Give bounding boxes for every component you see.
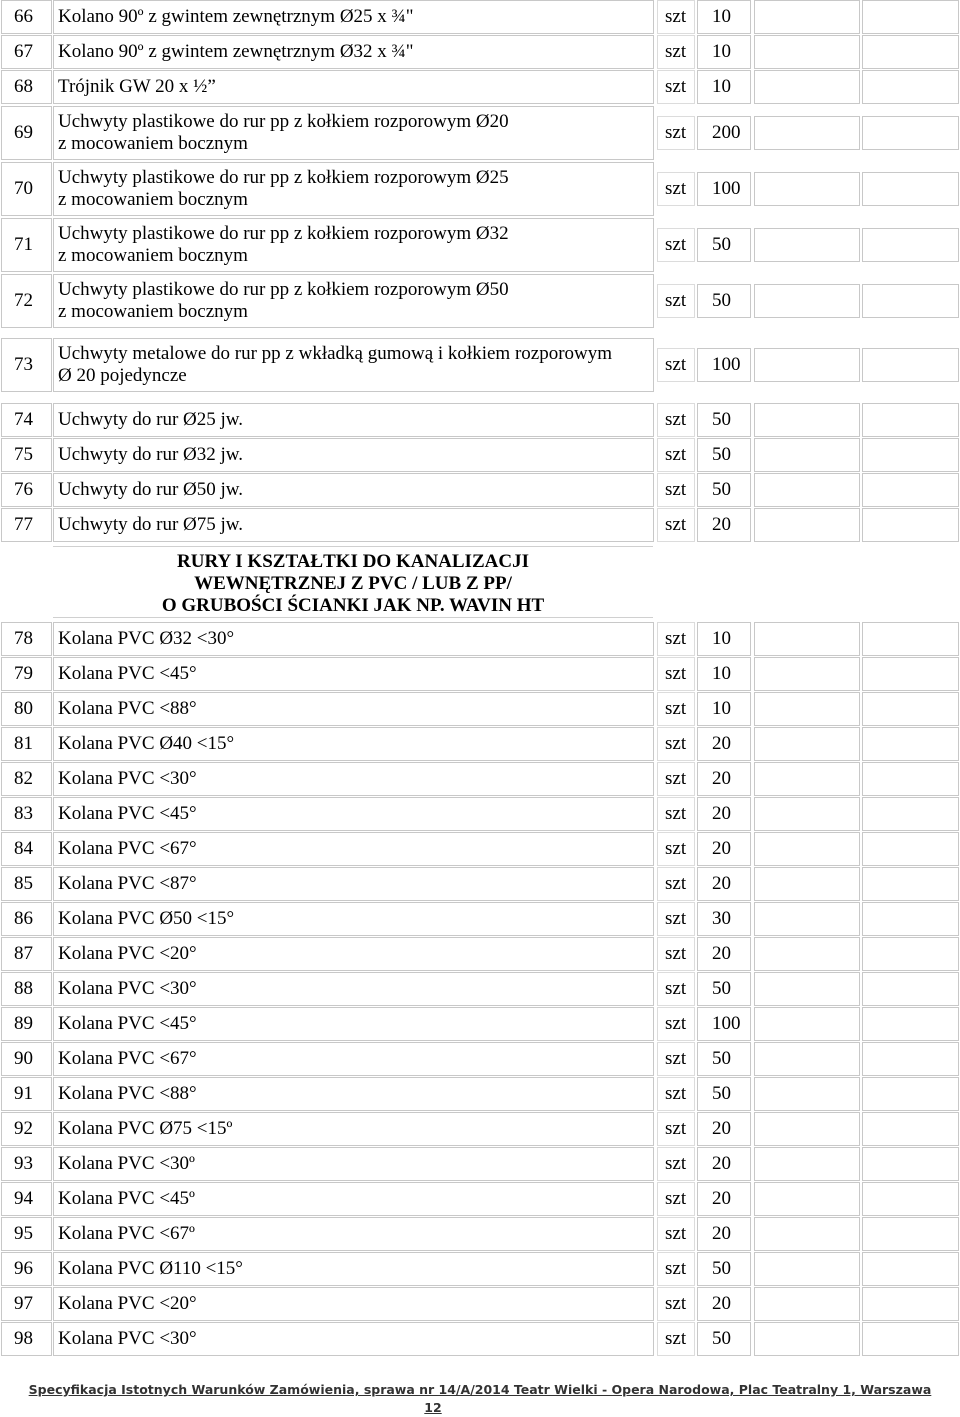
row-quantity: 20 [697, 1217, 751, 1251]
row-quantity: 200 [697, 116, 751, 150]
row-empty-cell [754, 727, 860, 761]
row-empty-cell [862, 1182, 959, 1216]
row-unit: szt [657, 1007, 695, 1041]
row-description: Kolana PVC <67º [53, 1217, 654, 1251]
row-unit: szt [657, 35, 695, 69]
row-empty-cell [862, 508, 959, 542]
row-number: 69 [1, 106, 52, 160]
row-description: Trójnik GW 20 x ½” [53, 70, 654, 104]
row-quantity: 50 [697, 438, 751, 472]
row-empty-cell [862, 172, 959, 206]
row-number: 98 [1, 1322, 52, 1356]
row-empty-cell [862, 116, 959, 150]
row-quantity: 20 [697, 1112, 751, 1146]
row-description: Uchwyty plastikowe do rur pp z kołkiem rozporowym Ø32 z mocowaniem bocznym [53, 218, 654, 272]
row-empty-cell [862, 1217, 959, 1251]
row-unit: szt [657, 284, 695, 318]
row-unit: szt [657, 1287, 695, 1321]
row-quantity: 10 [697, 70, 751, 104]
row-quantity: 100 [697, 348, 751, 382]
row-number: 77 [1, 508, 52, 542]
row-quantity: 50 [697, 228, 751, 262]
row-number: 81 [1, 727, 52, 761]
row-unit: szt [657, 116, 695, 150]
row-number: 92 [1, 1112, 52, 1146]
row-number: 93 [1, 1147, 52, 1181]
row-empty-cell [862, 832, 959, 866]
row-unit: szt [657, 172, 695, 206]
row-empty-cell [754, 116, 860, 150]
row-number: 96 [1, 1252, 52, 1286]
row-description: Kolana PVC <67° [53, 1042, 654, 1076]
row-unit: szt [657, 762, 695, 796]
page-number-text: 12 [424, 1400, 442, 1415]
row-number: 74 [1, 403, 52, 437]
row-number: 70 [1, 162, 52, 216]
page-number [0, 1400, 866, 1415]
row-empty-cell [862, 1287, 959, 1321]
row-empty-cell [754, 0, 860, 34]
row-unit: szt [657, 0, 695, 34]
row-unit: szt [657, 1147, 695, 1181]
row-unit: szt [657, 1042, 695, 1076]
row-description: Kolana PVC <45° [53, 1007, 654, 1041]
row-quantity: 50 [697, 1077, 751, 1111]
row-empty-cell [862, 937, 959, 971]
row-unit: szt [657, 832, 695, 866]
row-quantity: 50 [697, 1322, 751, 1356]
row-quantity: 100 [697, 1007, 751, 1041]
row-unit: szt [657, 403, 695, 437]
row-empty-cell [754, 508, 860, 542]
row-number: 73 [1, 338, 52, 392]
row-empty-cell [754, 35, 860, 69]
row-empty-cell [862, 348, 959, 382]
row-empty-cell [754, 1112, 860, 1146]
row-description: Kolana PVC Ø75 <15º [53, 1112, 654, 1146]
row-unit: szt [657, 348, 695, 382]
row-unit: szt [657, 937, 695, 971]
row-empty-cell [862, 1147, 959, 1181]
row-description: Uchwyty do rur Ø25 jw. [53, 403, 654, 437]
row-number: 87 [1, 937, 52, 971]
row-quantity: 50 [697, 972, 751, 1006]
row-unit: szt [657, 1322, 695, 1356]
row-empty-cell [754, 70, 860, 104]
row-unit: szt [657, 508, 695, 542]
row-empty-cell [754, 867, 860, 901]
row-empty-cell [754, 1077, 860, 1111]
row-unit: szt [657, 867, 695, 901]
row-unit: szt [657, 1182, 695, 1216]
row-quantity: 50 [697, 473, 751, 507]
row-description: Kolana PVC <30° [53, 972, 654, 1006]
row-quantity: 10 [697, 622, 751, 656]
row-description: Uchwyty do rur Ø75 jw. [53, 508, 654, 542]
row-empty-cell [754, 473, 860, 507]
row-empty-cell [754, 403, 860, 437]
row-quantity: 20 [697, 1182, 751, 1216]
row-quantity: 20 [697, 797, 751, 831]
row-number: 85 [1, 867, 52, 901]
row-quantity: 100 [697, 172, 751, 206]
row-empty-cell [754, 1147, 860, 1181]
row-quantity: 30 [697, 902, 751, 936]
row-empty-cell [862, 1252, 959, 1286]
row-quantity: 50 [697, 403, 751, 437]
row-empty-cell [862, 902, 959, 936]
row-quantity: 50 [697, 1252, 751, 1286]
row-number: 94 [1, 1182, 52, 1216]
row-unit: szt [657, 1252, 695, 1286]
row-description: Uchwyty plastikowe do rur pp z kołkiem rozporowym Ø25 z mocowaniem bocznym [53, 162, 654, 216]
row-description: Kolana PVC Ø32 <30° [53, 622, 654, 656]
row-description: Kolana PVC <88° [53, 692, 654, 726]
row-number: 82 [1, 762, 52, 796]
footer-text: Specyfikacja Istotnych Warunków Zamówienia, sprawa nr 14/A/2014 Teatr Wielki - Opera Narodowa, Plac Teatralny 1, Warszawa [28, 1382, 932, 1397]
row-description: Uchwyty plastikowe do rur pp z kołkiem rozporowym Ø20 z mocowaniem bocznym [53, 106, 654, 160]
row-description: Kolano 90º z gwintem zewnętrznym Ø32 x ¾" [53, 35, 654, 69]
row-description: Kolana PVC Ø40 <15° [53, 727, 654, 761]
row-number: 76 [1, 473, 52, 507]
row-unit: szt [657, 657, 695, 691]
section-title: RURY I KSZTAŁTKI DO KANALIZACJI WEWNĘTRZNEJ Z PVC / LUB Z PP/ O GRUBOŚCI ŚCIANKI JAK NP. WAVIN HT [161, 551, 545, 616]
row-empty-cell [862, 1007, 959, 1041]
row-empty-cell [754, 972, 860, 1006]
row-empty-cell [754, 348, 860, 382]
row-empty-cell [754, 937, 860, 971]
row-empty-cell [862, 0, 959, 34]
row-description: Kolana PVC <45º [53, 1182, 654, 1216]
row-empty-cell [754, 284, 860, 318]
row-empty-cell [754, 657, 860, 691]
row-description: Kolana PVC <87° [53, 867, 654, 901]
row-empty-cell [862, 657, 959, 691]
row-description: Kolana PVC <30º [53, 1147, 654, 1181]
row-description: Uchwyty do rur Ø50 jw. [53, 473, 654, 507]
row-unit: szt [657, 1217, 695, 1251]
row-empty-cell [754, 438, 860, 472]
row-unit: szt [657, 473, 695, 507]
row-description: Uchwyty metalowe do rur pp z wkładką gumową i kołkiem rozporowym Ø 20 pojedyncze [53, 338, 654, 392]
row-empty-cell [754, 1007, 860, 1041]
row-number: 89 [1, 1007, 52, 1041]
row-description: Uchwyty do rur Ø32 jw. [53, 438, 654, 472]
row-quantity: 10 [697, 35, 751, 69]
row-empty-cell [754, 228, 860, 262]
row-empty-cell [862, 35, 959, 69]
row-empty-cell [862, 797, 959, 831]
row-empty-cell [862, 762, 959, 796]
row-quantity: 20 [697, 867, 751, 901]
row-empty-cell [754, 832, 860, 866]
row-quantity: 10 [697, 0, 751, 34]
row-quantity: 20 [697, 1147, 751, 1181]
row-number: 75 [1, 438, 52, 472]
row-description: Kolana PVC <20° [53, 1287, 654, 1321]
row-description: Kolana PVC Ø110 <15° [53, 1252, 654, 1286]
row-empty-cell [862, 284, 959, 318]
row-quantity: 50 [697, 1042, 751, 1076]
row-empty-cell [862, 1077, 959, 1111]
row-empty-cell [754, 902, 860, 936]
row-quantity: 20 [697, 727, 751, 761]
row-number: 67 [1, 35, 52, 69]
row-number: 66 [1, 0, 52, 34]
row-unit: szt [657, 228, 695, 262]
row-empty-cell [862, 727, 959, 761]
row-quantity: 20 [697, 1287, 751, 1321]
row-quantity: 50 [697, 284, 751, 318]
row-empty-cell [754, 1252, 860, 1286]
row-empty-cell [862, 1322, 959, 1356]
row-number: 83 [1, 797, 52, 831]
row-number: 88 [1, 972, 52, 1006]
row-description: Kolana PVC Ø50 <15° [53, 902, 654, 936]
row-number: 97 [1, 1287, 52, 1321]
row-empty-cell [754, 1182, 860, 1216]
row-empty-cell [754, 797, 860, 831]
row-number: 90 [1, 1042, 52, 1076]
row-quantity: 10 [697, 657, 751, 691]
row-number: 95 [1, 1217, 52, 1251]
row-number: 72 [1, 274, 52, 328]
footer [0, 1382, 960, 1398]
row-number: 68 [1, 70, 52, 104]
row-description: Kolana PVC <67° [53, 832, 654, 866]
row-unit: szt [657, 692, 695, 726]
row-description: Uchwyty plastikowe do rur pp z kołkiem rozporowym Ø50 z mocowaniem bocznym [53, 274, 654, 328]
row-description: Kolana PVC <45° [53, 797, 654, 831]
row-unit: szt [657, 902, 695, 936]
row-empty-cell [754, 172, 860, 206]
row-empty-cell [754, 1287, 860, 1321]
section-heading [53, 546, 653, 618]
row-unit: szt [657, 1077, 695, 1111]
row-description: Kolana PVC <30° [53, 1322, 654, 1356]
row-empty-cell [754, 762, 860, 796]
row-number: 79 [1, 657, 52, 691]
row-number: 91 [1, 1077, 52, 1111]
row-quantity: 10 [697, 692, 751, 726]
row-empty-cell [754, 692, 860, 726]
row-number: 80 [1, 692, 52, 726]
row-number: 84 [1, 832, 52, 866]
row-quantity: 20 [697, 937, 751, 971]
row-empty-cell [862, 1112, 959, 1146]
row-empty-cell [862, 70, 959, 104]
row-unit: szt [657, 1112, 695, 1146]
row-empty-cell [862, 972, 959, 1006]
row-unit: szt [657, 438, 695, 472]
row-number: 71 [1, 218, 52, 272]
row-unit: szt [657, 70, 695, 104]
row-empty-cell [862, 867, 959, 901]
row-empty-cell [862, 1042, 959, 1076]
row-empty-cell [862, 473, 959, 507]
row-empty-cell [862, 228, 959, 262]
row-unit: szt [657, 797, 695, 831]
row-empty-cell [862, 438, 959, 472]
row-empty-cell [754, 1042, 860, 1076]
row-empty-cell [862, 403, 959, 437]
row-description: Kolana PVC <45° [53, 657, 654, 691]
row-unit: szt [657, 972, 695, 1006]
row-number: 78 [1, 622, 52, 656]
row-empty-cell [754, 1322, 860, 1356]
row-quantity: 20 [697, 508, 751, 542]
row-description: Kolana PVC <88° [53, 1077, 654, 1111]
row-empty-cell [754, 622, 860, 656]
row-unit: szt [657, 622, 695, 656]
row-empty-cell [862, 622, 959, 656]
row-description: Kolana PVC <30° [53, 762, 654, 796]
row-empty-cell [754, 1217, 860, 1251]
row-empty-cell [862, 692, 959, 726]
row-number: 86 [1, 902, 52, 936]
row-description: Kolana PVC <20° [53, 937, 654, 971]
row-unit: szt [657, 727, 695, 761]
row-quantity: 20 [697, 832, 751, 866]
row-description: Kolano 90º z gwintem zewnętrznym Ø25 x ¾" [53, 0, 654, 34]
row-quantity: 20 [697, 762, 751, 796]
